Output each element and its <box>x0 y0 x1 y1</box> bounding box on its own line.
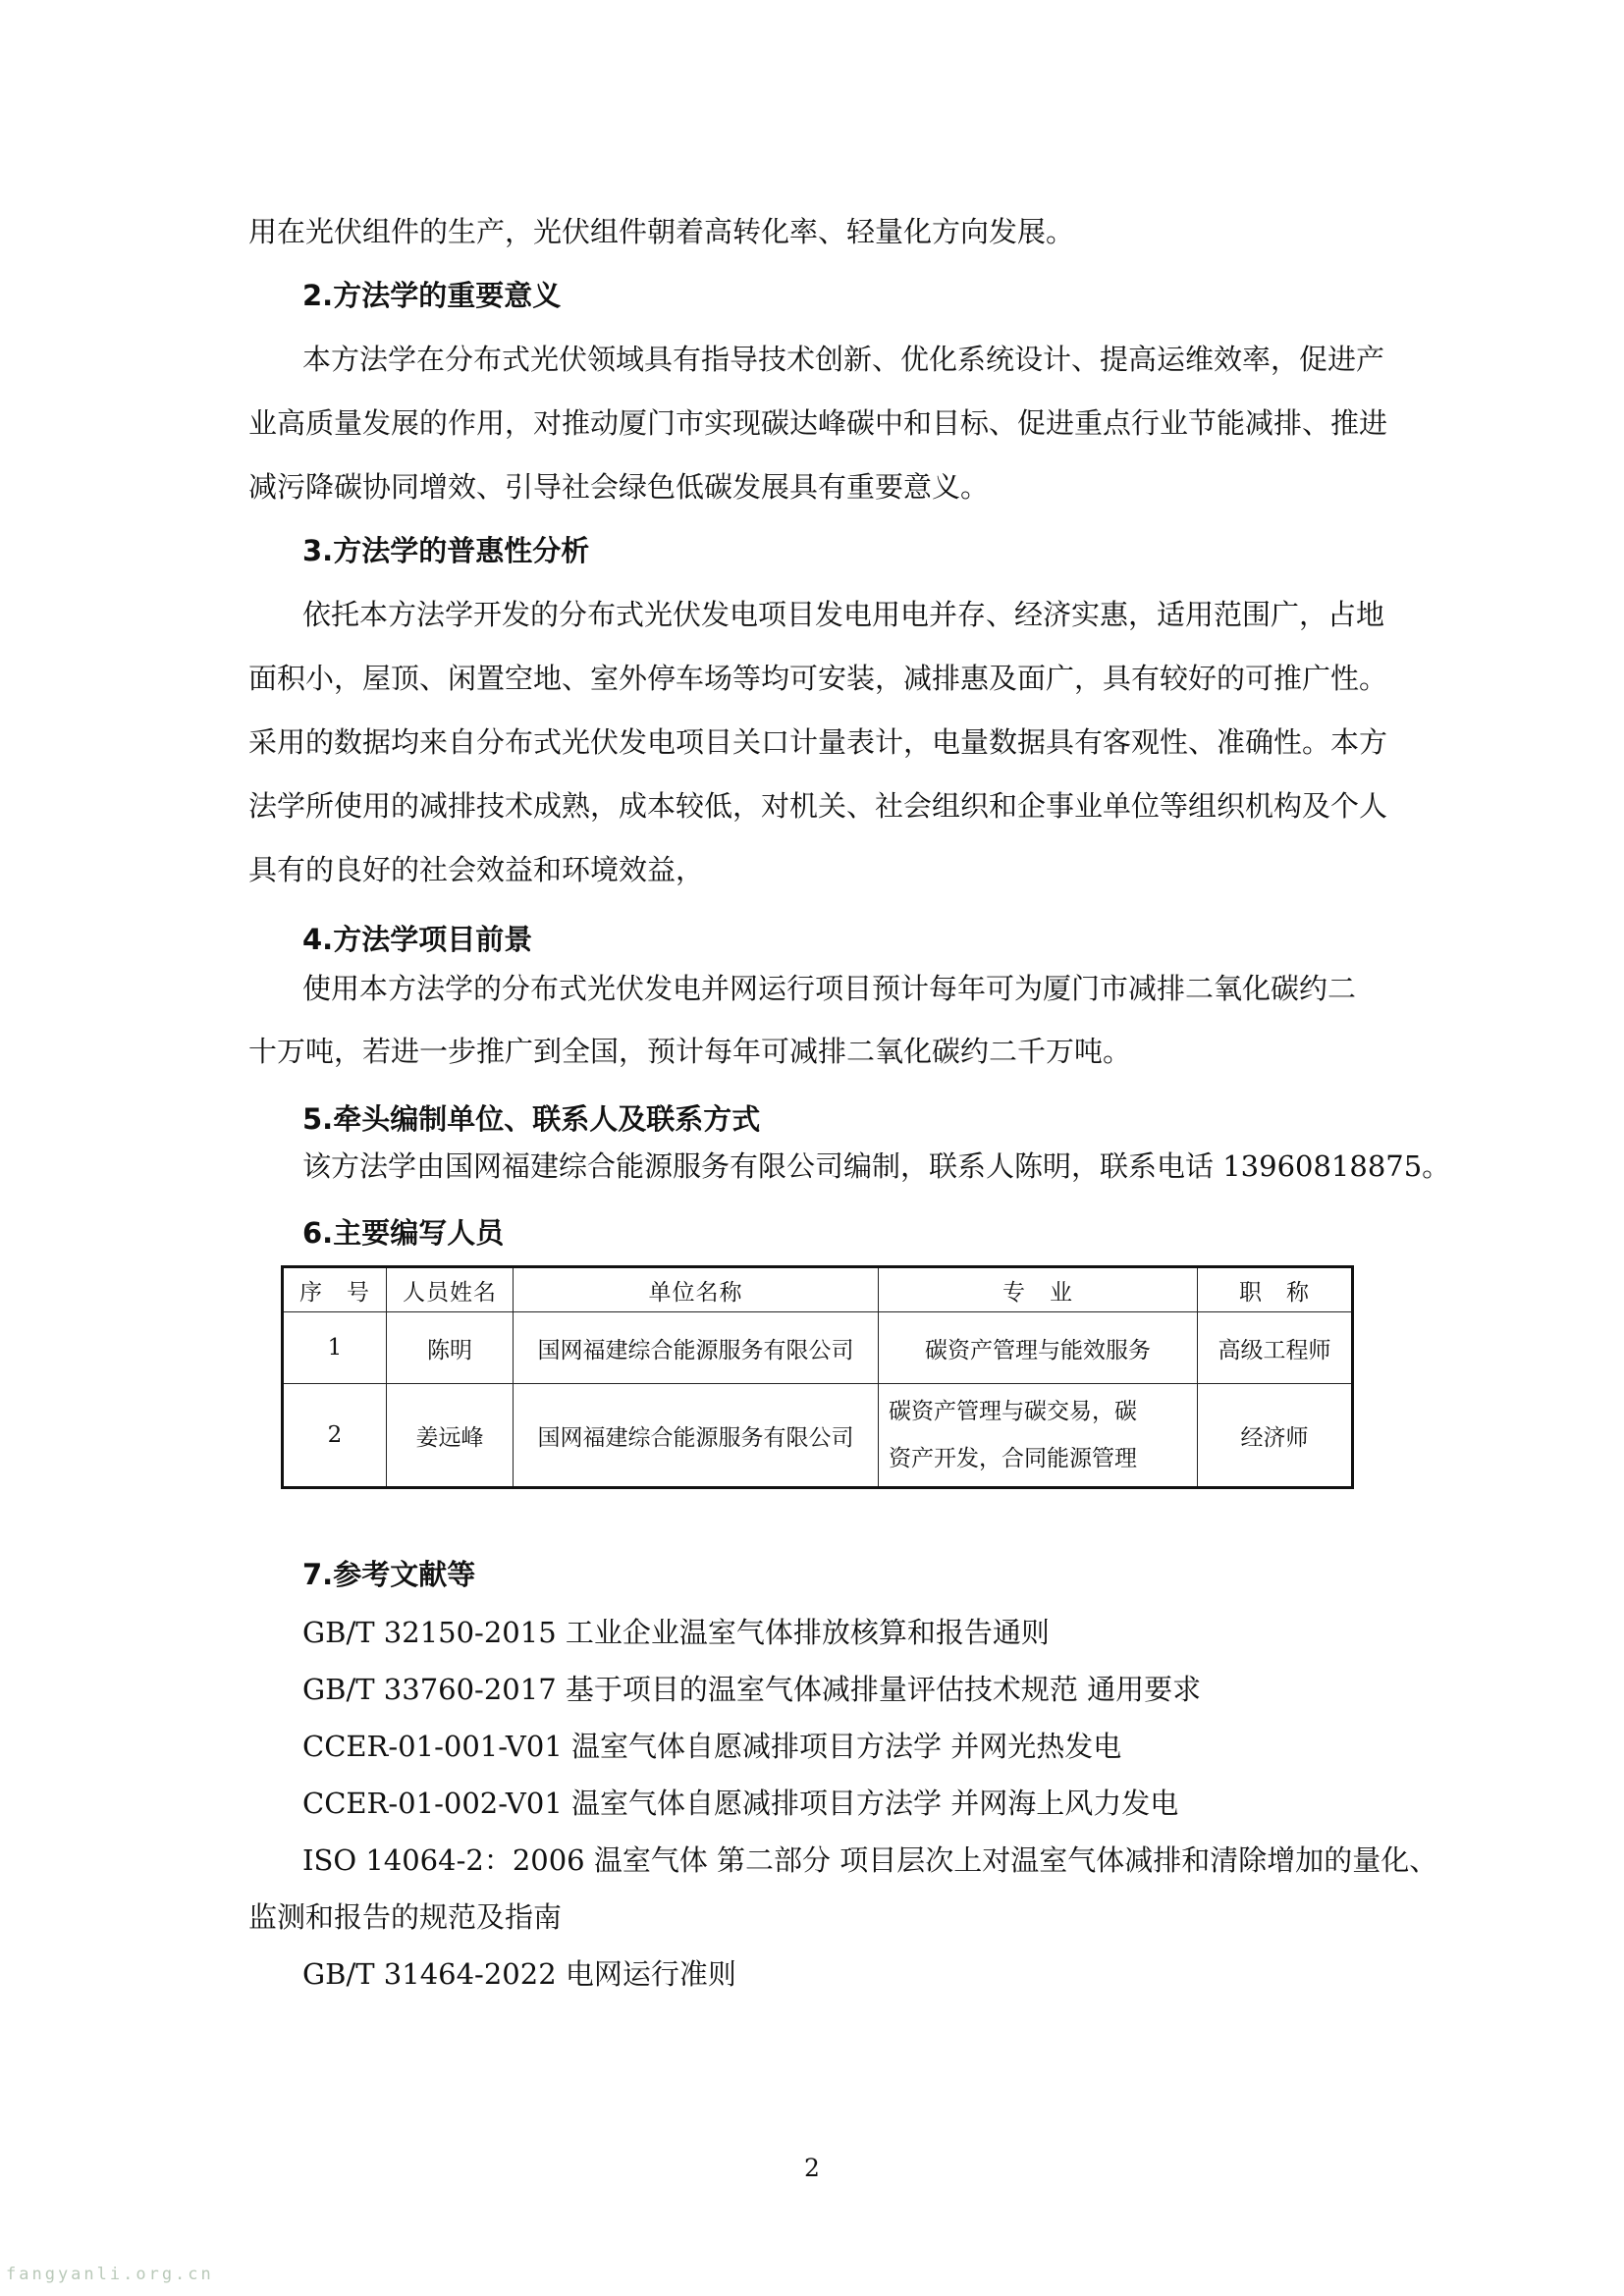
reference-item: GB/T 32150-2015 工业企业温室气体排放核算和报告通则 <box>302 1616 1050 1649</box>
paragraph-line: 使用本方法学的分布式光伏发电并网运行项目预计每年可为厦门市减排二氧化碳约二 <box>302 972 1357 1005</box>
paragraph-line: 面积小，屋顶、闲置空地、室外停车场等均可安装，减排惠及面广，具有较好的可推广性。 <box>248 662 1388 695</box>
site-watermark: fangyanli.org.cn <box>6 2265 214 2284</box>
column-header-name: 人员姓名 <box>387 1267 514 1312</box>
reference-item: GB/T 31464-2022 电网运行准则 <box>302 1957 736 1991</box>
paragraph-line: 依托本方法学开发的分布式光伏发电项目发电用电并存、经济实惠，适用范围广，占地 <box>302 598 1385 631</box>
section-heading-7: 7.参考文献等 <box>302 1558 476 1591</box>
cell-major-line: 资产开发，合同能源管理 <box>889 1446 1137 1471</box>
section-heading-6: 6.主要编写人员 <box>302 1216 505 1250</box>
reference-item: ISO 14064-2：2006 温室气体 第二部分 项目层次上对温室气体减排和清除增加的量化、 <box>302 1843 1438 1877</box>
paragraph-line: 采用的数据均来自分布式光伏发电项目关口计量表计，电量数据具有客观性、准确性。本方 <box>248 725 1388 759</box>
column-header-no: 序 号 <box>283 1267 387 1312</box>
section-heading-2: 2.方法学的重要意义 <box>302 279 562 312</box>
paragraph-line: 用在光伏组件的生产，光伏组件朝着高转化率、轻量化方向发展。 <box>248 215 1075 248</box>
reference-item: CCER-01-001-V01 温室气体自愿减排项目方法学 并网光热发电 <box>302 1730 1122 1763</box>
cell-major <box>879 1384 1198 1488</box>
column-header-unit: 单位名称 <box>514 1267 879 1312</box>
paragraph-line: 法学所使用的减排技术成熟，成本较低，对机关、社会组织和企事业单位等组织机构及个人 <box>248 789 1388 823</box>
column-header-major: 专 业 <box>879 1267 1198 1312</box>
cell-title: 高级工程师 <box>1198 1312 1353 1384</box>
paragraph-line: 该方法学由国网福建综合能源服务有限公司编制，联系人陈明，联系电话 13960818875。 <box>302 1149 1451 1183</box>
table-header-row <box>283 1267 1353 1312</box>
reference-item: GB/T 33760-2017 基于项目的温室气体减排量评估技术规范 通用要求 <box>302 1673 1202 1706</box>
section-heading-4: 4.方法学项目前景 <box>302 923 533 956</box>
cell-no: 1 <box>283 1312 387 1384</box>
cell-name: 陈明 <box>387 1312 514 1384</box>
table-row <box>283 1312 1353 1384</box>
page-number: 2 <box>804 2154 820 2182</box>
column-header-title: 职 称 <box>1198 1267 1353 1312</box>
table-row <box>283 1384 1353 1488</box>
paragraph-line: 减污降碳协同增效、引导社会绿色低碳发展具有重要意义。 <box>248 470 990 504</box>
reference-item-continuation: 监测和报告的规范及指南 <box>248 1900 563 1934</box>
cell-major: 碳资产管理与能效服务 <box>879 1312 1198 1384</box>
cell-major-line: 碳资产管理与碳交易，碳 <box>889 1399 1137 1424</box>
cell-unit: 国网福建综合能源服务有限公司 <box>514 1312 879 1384</box>
paragraph-line: 十万吨，若进一步推广到全国，预计每年可减排二氧化碳约二千万吨。 <box>248 1035 1132 1068</box>
staff-table <box>281 1265 1354 1489</box>
cell-name: 姜远峰 <box>387 1384 514 1488</box>
section-heading-3: 3.方法学的普惠性分析 <box>302 534 590 567</box>
paragraph-line: 业高质量发展的作用，对推动厦门市实现碳达峰碳中和目标、促进重点行业节能减排、推进 <box>248 406 1388 440</box>
cell-title: 经济师 <box>1198 1384 1353 1488</box>
paragraph-line: 本方法学在分布式光伏领域具有指导技术创新、优化系统设计、提高运维效率，促进产 <box>302 343 1385 376</box>
section-heading-5: 5.牵头编制单位、联系人及联系方式 <box>302 1102 761 1136</box>
paragraph-line: 具有的良好的社会效益和环境效益， <box>248 853 705 886</box>
cell-unit: 国网福建综合能源服务有限公司 <box>514 1384 879 1488</box>
cell-no: 2 <box>283 1384 387 1488</box>
reference-item: CCER-01-002-V01 温室气体自愿减排项目方法学 并网海上风力发电 <box>302 1787 1179 1820</box>
